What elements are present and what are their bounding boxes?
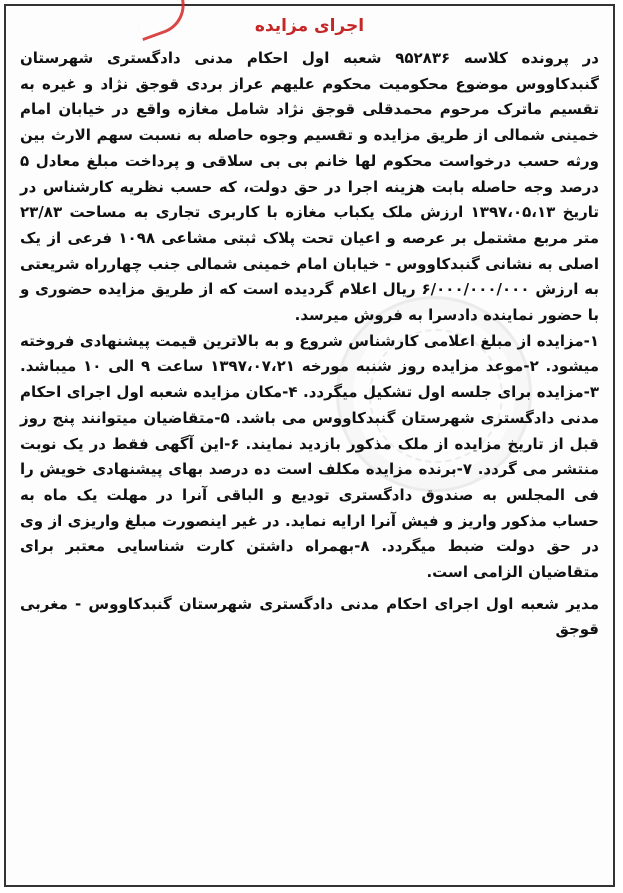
notice-signature: مدیر شعبه اول اجرای احکام مدنی دادگستری شهرستان گنبدکاووس - مغربی قوجق xyxy=(20,594,599,639)
notice-frame xyxy=(4,4,615,887)
notice-conditions: ۱-مزایده از مبلغ اعلامی کارشناس شروع و به بالاترین قیمت پیشنهادی فروخته میشود. ۲-موعد مزایده روز شنبه مورخه ۱۳۹۷،۰۷،۲۱ ساعت ۹ الی ۱۰ میباشد. ۳-مزایده برای جلسه اول تشکیل میگردد. ۴-مکان مزایده شعبه اول اجرای احکام مدنی دادگستری شهرستان گنبدکاووس می باشد. ۵-متقاضیان میتوانند پنج روز قبل از تاریخ مزایده از ملک مذکور بازدید نمایند. ۶-این آگهی فقط در یک نوبت منتشر می گردد. ۷-برنده مزایده مکلف است ده درصد بهای پیشنهادی خویش را فی المجلس به صندوق دادگستری تودیع و الباقی آنرا در مهلت یک ماه به حساب مذکور واریز و فیش آنرا ارایه نماید. در غیر اینصورت مبلغ واریزی از وی در حق دولت ضبط میگردد. ۸-بهمراه داشتن کارت شناسایی معتبر برای متقاضیان الزامی است. xyxy=(20,331,599,582)
notice-paragraph: در پرونده کلاسه ۹۵۲۸۳۶ شعبه اول احکام مدنی دادگستری شهرستان گنبدکاووس موضوع محکومیت محکوم علیهم عراز بردی قوجق نژاد و غیره به تقسیم ماترک مرحوم محمدقلی قوجق نژاد شامل مغازه واقع در خیابان امام خمینی شمالی از طریق مزایده و تقسیم وجوه حاصله به نسبت سهم الارث بین ورثه حسب درخواست محکوم لها خانم بی بی سلاقی و پرداخت مبلغ معادل ۵ درصد وجه حاصله بابت هزینه اجرا در حق دولت، که حسب نظریه کارشناس در تاریخ ۱۳۹۷،۰۵،۱۳ ارزش ملک یکباب مغازه با کاربری تجاری به مساحت ۲۳/۸۳ متر مربع مشتمل بر عرصه و اعیان تحت پلاک ثبتی مشاعی ۱۰۹۸ فرعی از یک اصلی به نشانی گنبدکاووس - خیابان امام خمینی شمالی جنب چهارراه شریعتی به ارزش ۶/۰۰۰/۰۰۰/۰۰۰ ریال اعلام گردیده است که از طریق مزایده حضوری و با حضور نماینده دادسرا به فروش میرسد. xyxy=(20,49,599,325)
notice-content xyxy=(20,46,599,643)
notice-title: اجرای مزایده xyxy=(254,16,365,36)
